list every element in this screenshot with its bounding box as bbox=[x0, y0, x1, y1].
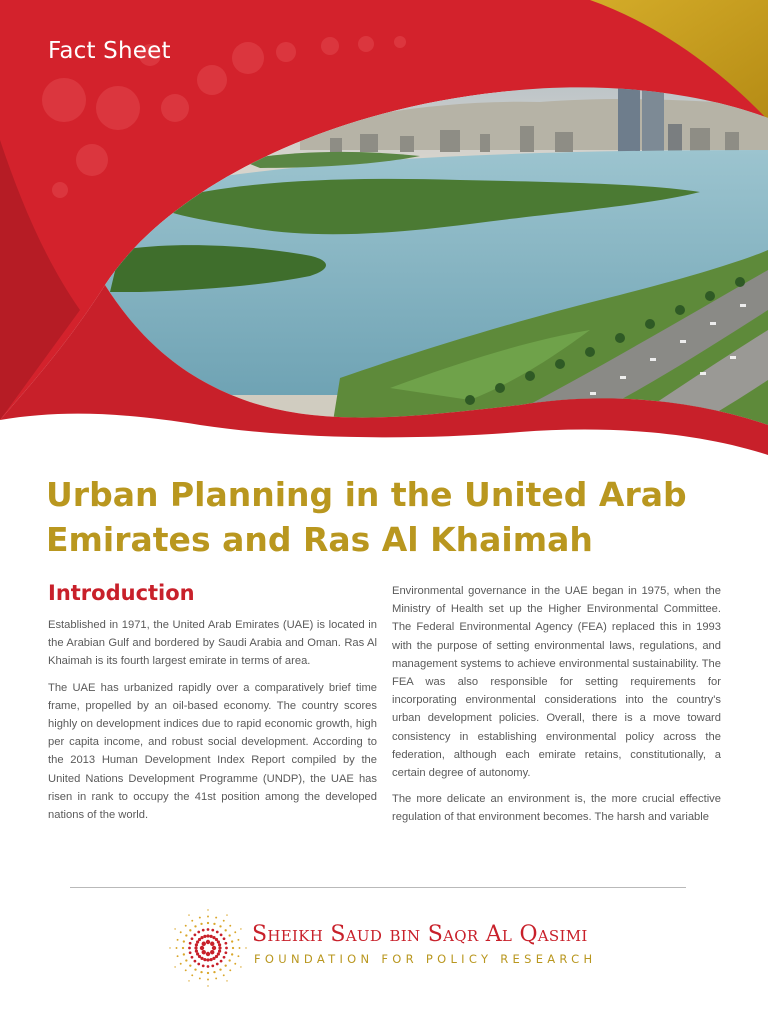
logo-dot bbox=[223, 956, 226, 959]
logo-dot bbox=[188, 947, 191, 950]
logo-dot bbox=[211, 929, 214, 932]
logo-dot bbox=[207, 909, 208, 910]
logo-dot bbox=[216, 963, 219, 966]
logo-dot bbox=[245, 947, 246, 948]
logo-dot bbox=[213, 923, 215, 925]
logo-dot bbox=[219, 968, 221, 970]
logo-dot bbox=[229, 969, 231, 971]
logo-dot bbox=[210, 935, 213, 938]
logo-dot bbox=[176, 947, 178, 949]
logo-dot bbox=[223, 974, 225, 976]
logo-dot bbox=[200, 923, 202, 925]
logo-dot bbox=[197, 931, 200, 934]
governance-paragraph: Environmental governance in the UAE began in 1975, when the Ministry of Health set up the Higher Environmental Committee. The Federal Environmental Agency (FEA) replaced this in 1993 with the purpose of setting environmental laws, regulations, and management systems to achieve environmental sustainability. The FEA was also responsible for setting requirements for incorporating environmental considerations into the country's urban development policies. Overall, there is a move toward consistency in establishing environmental policy across the federation, although each emirate retains, constitutionally, a certain degree of autonomy. bbox=[392, 585, 721, 780]
logo-dot bbox=[200, 946, 204, 950]
logo-dot bbox=[174, 966, 175, 967]
logo-dot bbox=[207, 928, 210, 931]
logo-dot bbox=[183, 953, 185, 955]
logo-dot bbox=[194, 946, 197, 949]
logo-dot bbox=[189, 965, 191, 967]
left-column bbox=[48, 578, 377, 832]
logo-dot bbox=[215, 917, 217, 919]
logo-dot bbox=[191, 974, 193, 976]
logo-dot bbox=[191, 937, 194, 940]
logo-dot bbox=[189, 951, 192, 954]
logo-dot bbox=[197, 963, 200, 966]
logo-dot bbox=[177, 955, 179, 957]
logo-dot bbox=[224, 951, 227, 954]
logo-dot bbox=[234, 963, 236, 965]
logo-dot bbox=[237, 955, 239, 957]
logo-dot bbox=[218, 943, 221, 946]
logo-dot bbox=[185, 925, 187, 927]
logo-dot bbox=[189, 929, 191, 931]
logo-dot bbox=[194, 968, 196, 970]
logo-dot bbox=[203, 958, 206, 961]
governance-paragraph: The more delicate an environment is, the more crucial effective regulation of that environment becomes. The harsh and variable bbox=[392, 793, 721, 824]
logo-dot bbox=[226, 980, 227, 981]
logo-dot bbox=[194, 934, 197, 937]
logo-dot bbox=[195, 943, 198, 946]
footer-divider bbox=[70, 887, 686, 888]
logo-dot bbox=[207, 985, 208, 986]
fact-sheet-label: Fact Sheet bbox=[48, 38, 171, 64]
logo-dot bbox=[183, 940, 185, 942]
logo-dot bbox=[206, 958, 209, 961]
logo-dot bbox=[231, 953, 233, 955]
logo-dot bbox=[225, 965, 227, 967]
organization-subtitle: FOUNDATION FOR POLICY RESEARCH bbox=[254, 952, 597, 966]
logo-dot bbox=[212, 946, 216, 950]
logo-dot bbox=[234, 931, 236, 933]
logo-dot bbox=[207, 922, 209, 924]
logo-dot bbox=[237, 939, 239, 941]
logo-dot bbox=[206, 952, 210, 956]
logo-dot bbox=[220, 934, 223, 937]
logo-dot bbox=[191, 956, 194, 959]
document-title: Urban Planning in the United Arab Emirates and Ras Al Khaimah bbox=[46, 475, 687, 559]
logo-dot bbox=[174, 928, 175, 929]
logo-dot bbox=[240, 966, 241, 967]
logo-dot bbox=[215, 977, 217, 979]
logo-dot bbox=[194, 925, 196, 927]
logo-dot bbox=[211, 964, 214, 967]
logo-dot bbox=[203, 935, 206, 938]
logo-dot bbox=[185, 969, 187, 971]
logo-dot bbox=[191, 920, 193, 922]
logo-dot bbox=[202, 942, 206, 946]
logo-dot bbox=[207, 972, 209, 974]
logo-dot bbox=[189, 942, 192, 945]
logo-dot bbox=[228, 959, 230, 961]
logo-dot bbox=[219, 925, 221, 927]
logo-dot bbox=[199, 977, 201, 979]
logo-dot bbox=[207, 916, 209, 918]
logo-dot bbox=[207, 965, 210, 968]
logo-dot bbox=[223, 937, 226, 940]
starburst-logo-icon bbox=[166, 906, 250, 990]
logo-dot bbox=[188, 980, 189, 981]
logo-dot bbox=[228, 934, 230, 936]
right-column bbox=[392, 582, 721, 835]
logo-dot bbox=[226, 914, 227, 915]
logo-dot bbox=[180, 931, 182, 933]
logo-dot bbox=[231, 940, 233, 942]
logo-dot bbox=[212, 957, 215, 960]
logo-dot bbox=[229, 925, 231, 927]
logo-dot bbox=[210, 950, 214, 954]
logo-dot bbox=[194, 960, 197, 963]
logo-dot bbox=[200, 936, 203, 939]
header-artwork bbox=[0, 0, 768, 460]
intro-paragraph: Established in 1971, the United Arab Emirates (UAE) is located in the Arabian Gulf and bordered by Saudi Arabia and Oman. Ras Al Khaimah is its fourth largest emirate in terms of area. bbox=[48, 619, 377, 668]
logo-dot bbox=[207, 979, 209, 981]
logo-dot bbox=[216, 931, 219, 934]
logo-dot bbox=[169, 947, 170, 948]
logo-dot bbox=[182, 947, 184, 949]
logo-dot bbox=[210, 942, 214, 946]
logo-dot bbox=[240, 928, 241, 929]
logo-dot bbox=[202, 929, 205, 932]
logo-dot bbox=[180, 963, 182, 965]
logo-dot bbox=[206, 940, 210, 944]
logo-dot bbox=[177, 939, 179, 941]
logo-dot bbox=[188, 914, 189, 915]
logo-dot bbox=[225, 929, 227, 931]
logo-dot bbox=[202, 964, 205, 967]
logo-dot bbox=[224, 942, 227, 945]
logo-dot bbox=[185, 959, 187, 961]
logo-dot bbox=[217, 940, 220, 943]
logo-dot bbox=[220, 960, 223, 963]
logo-dot bbox=[206, 934, 209, 937]
logo-dot bbox=[202, 950, 206, 954]
intro-paragraph: The UAE has urbanized rapidly over a comparatively brief time frame, propelled by an oil-based economy. The country scores highly on development indices due to rapid economic growth, high per capita income, and robust social development. According to the 2013 Human Development Index Report compiled by the United Nations Development Programme (UNDP), the UAE has risen in rank to occupy the 41st position among the developed nations of the world. bbox=[48, 681, 377, 822]
logo-dot bbox=[223, 920, 225, 922]
logo-dot bbox=[213, 971, 215, 973]
logo-dot bbox=[218, 950, 221, 953]
logo-dot bbox=[195, 950, 198, 953]
logo-dot bbox=[200, 971, 202, 973]
organization-name: Sheikh Saud bin Saqr Al Qasimi bbox=[252, 922, 588, 947]
logo-dot bbox=[199, 917, 201, 919]
logo-dot bbox=[185, 934, 187, 936]
introduction-heading: Introduction bbox=[48, 581, 195, 605]
logo-dot bbox=[232, 947, 234, 949]
logo-dot bbox=[225, 947, 228, 950]
logo-dot bbox=[218, 946, 221, 949]
logo-dot bbox=[196, 952, 199, 955]
logo-dot bbox=[239, 947, 241, 949]
logo-dot bbox=[210, 958, 213, 961]
